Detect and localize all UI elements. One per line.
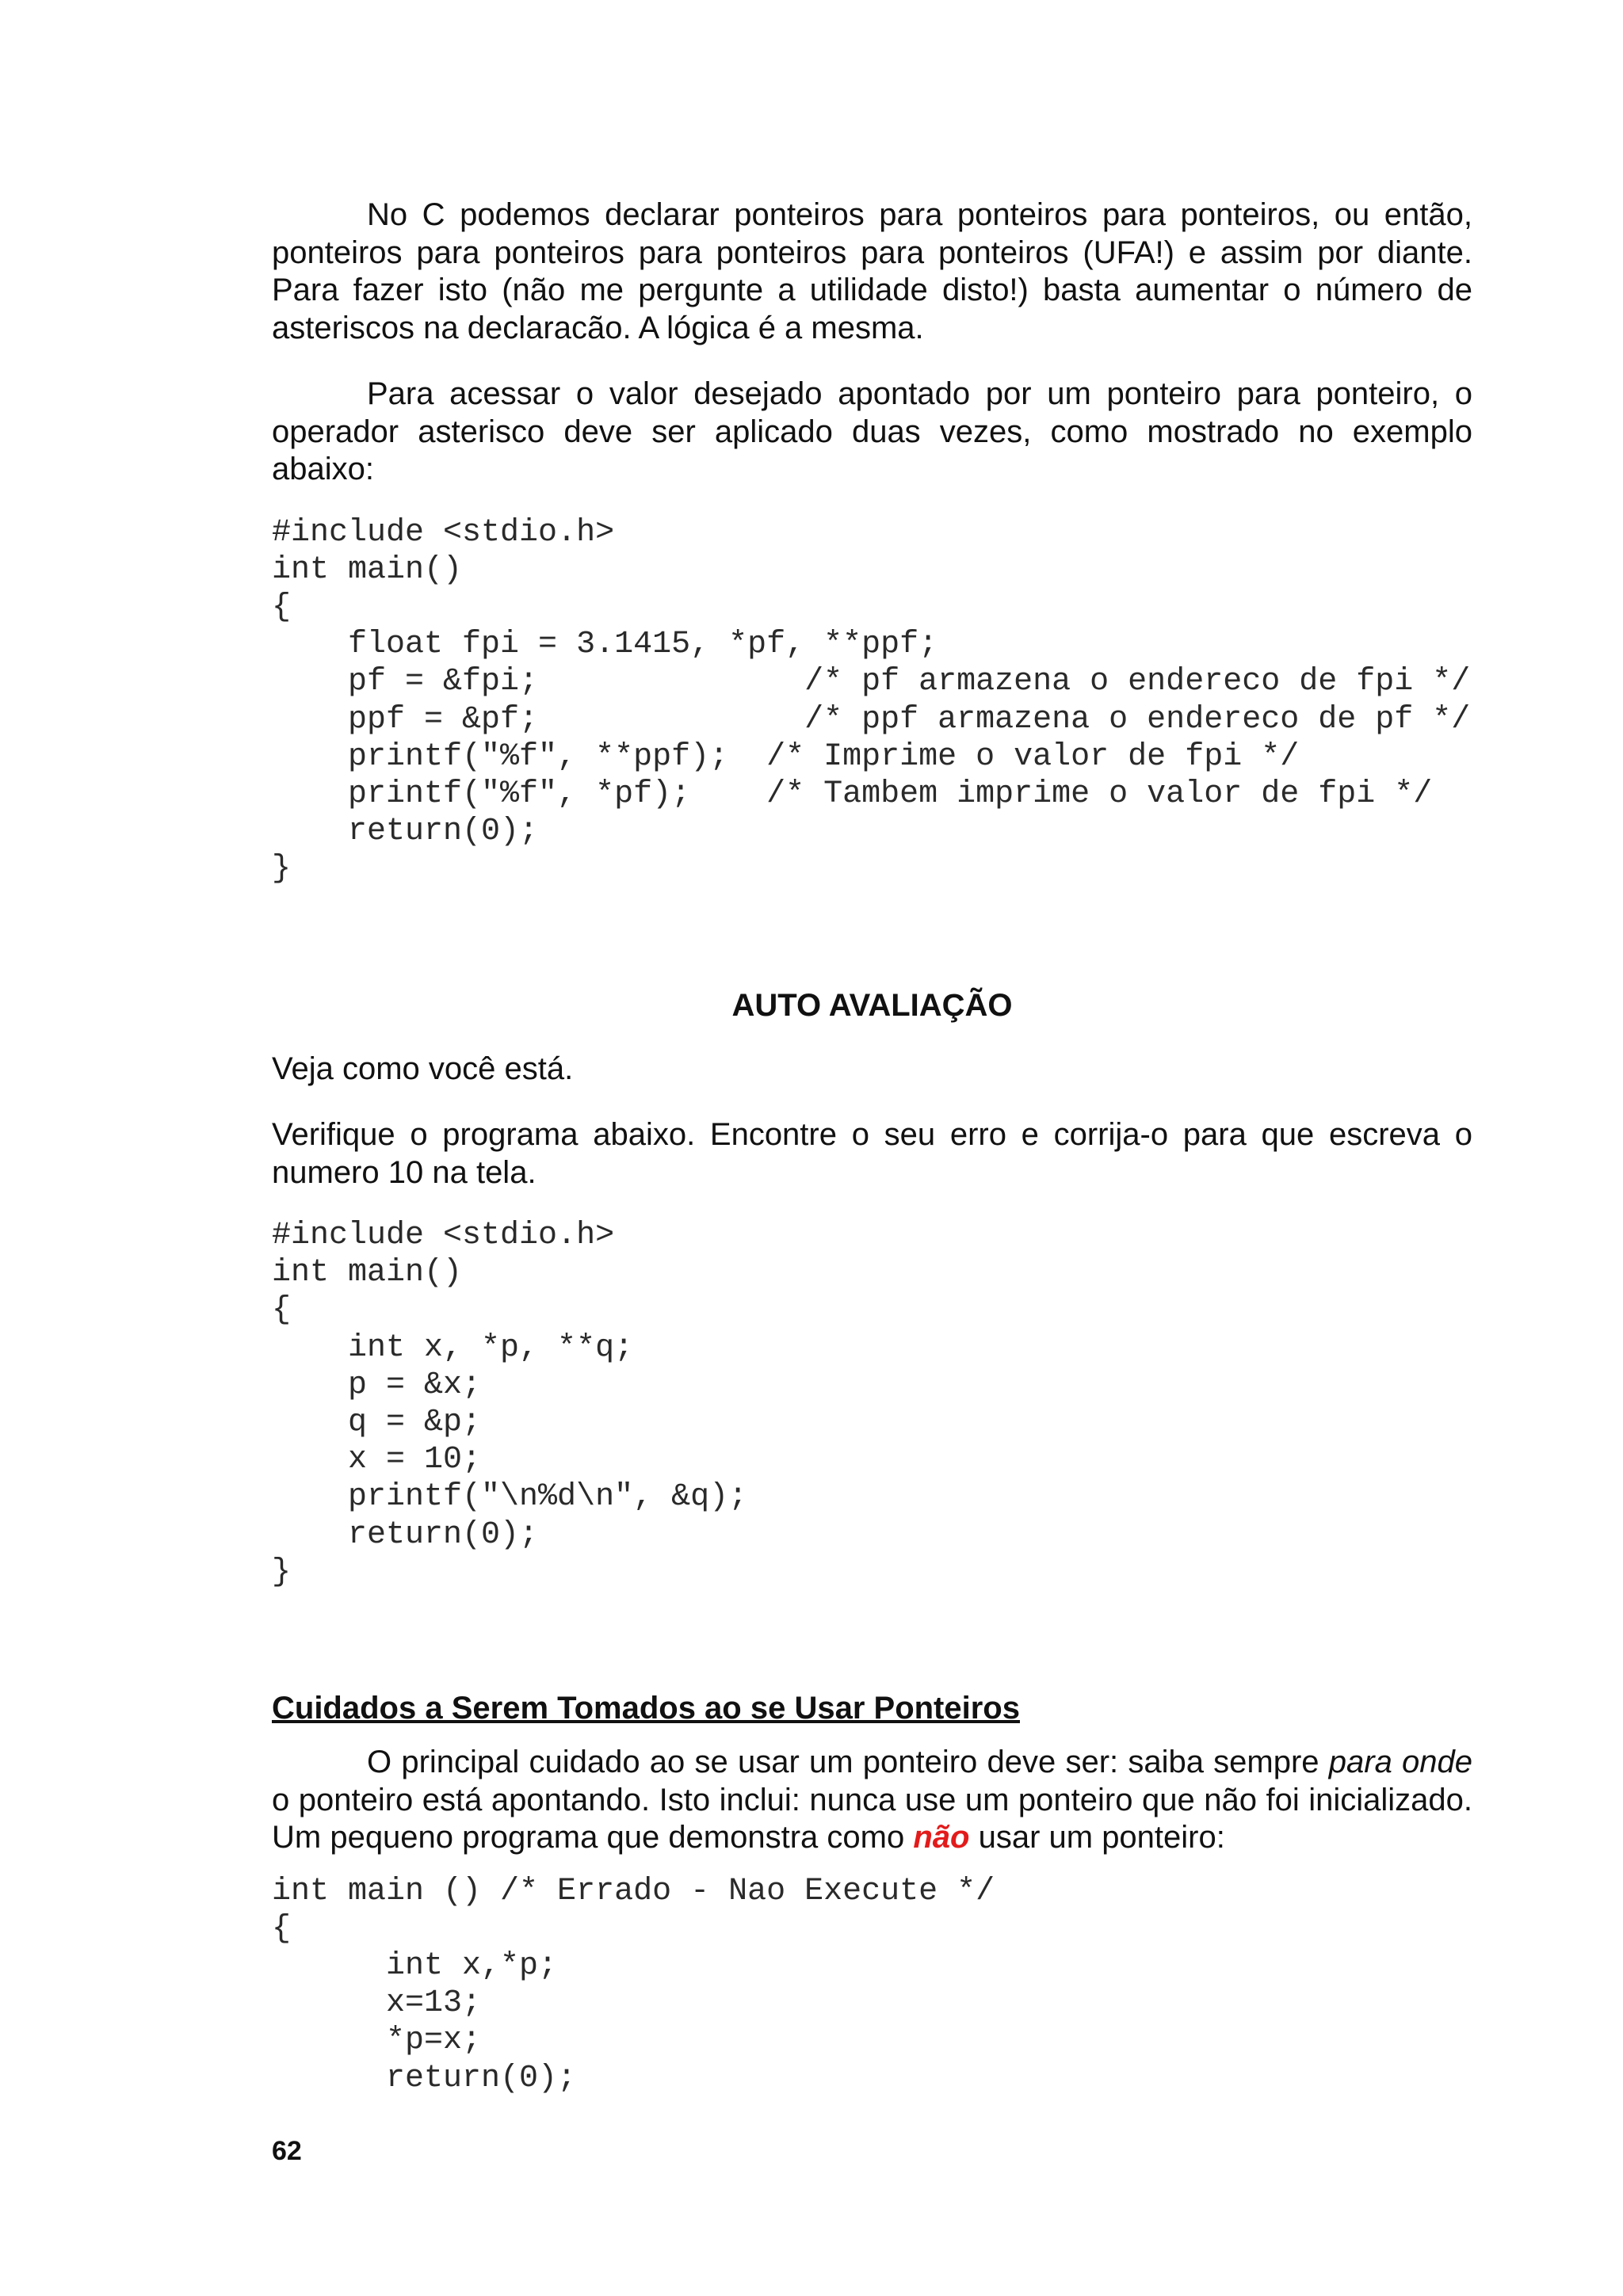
cuidados-text-part-1: O principal cuidado ao se usar um ponteiro deve ser: saiba sempre (367, 1745, 1329, 1780)
cuidados-italic-text: para onde (1328, 1745, 1472, 1780)
cuidados-title: Cuidados a Serem Tomados ao se Usar Ponteiros (272, 1691, 1020, 1726)
page-content (272, 196, 1472, 2097)
cuidados-paragraph (272, 1744, 1472, 1857)
cuidados-emphasis-nao: não (913, 1820, 970, 1855)
code-example-3: int main () /* Errado - Nao Execute */ { int x,*p; x=13; *p=x; return(0); (272, 1873, 995, 2096)
auto-avaliacao-title: AUTO AVALIAÇÃO (731, 987, 1013, 1023)
auto-avaliacao-line-1: Veja como você está. (272, 1051, 574, 1086)
code-example-1: #include <stdio.h> int main() { float fpi = 3.1415, *pf, **ppf; pf = &fpi; /* pf armazena o endereco de fpi */ ppf = &pf; /* ppf armazena o endereco de pf */ printf("%f", **ppf); /* Imprime o valor de fpi */ printf("%f", *pf); /* Tambem imprime o valor de fpi */ return(0); } (272, 514, 1471, 887)
intro-paragraph-2: Para acessar o valor desejado apontado por um ponteiro para ponteiro, o operador asterisco deve ser aplicado duas vezes, como mostrado no exemplo abaixo: (272, 376, 1472, 486)
cuidados-text-part-2: o ponteiro está apontando. Isto inclui: nunca use um ponteiro que não foi inicializado. Um pequeno programa que demonstra como (272, 1782, 1472, 1855)
cuidados-text-part-3: usar um ponteiro: (969, 1820, 1225, 1855)
page-number: 62 (272, 2136, 302, 2166)
code-example-2: #include <stdio.h> int main() { int x, *p, **q; p = &x; q = &p; x = 10; printf("\n%d\n", &q); return(0); } (272, 1218, 748, 1590)
auto-avaliacao-line-2: Verifique o programa abaixo. Encontre o seu erro e corrija-o para que escreva o numero 10 na tela. (272, 1117, 1472, 1190)
intro-paragraph-1: No C podemos declarar ponteiros para ponteiros para ponteiros, ou então, ponteiros para ponteiros para ponteiros para ponteiros (UFA!) e assim por diante. Para fazer isto (não me pergunte a utilidade disto!) basta aumentar o número de asteriscos na declaracão. A lógica é a mesma. (272, 197, 1472, 345)
